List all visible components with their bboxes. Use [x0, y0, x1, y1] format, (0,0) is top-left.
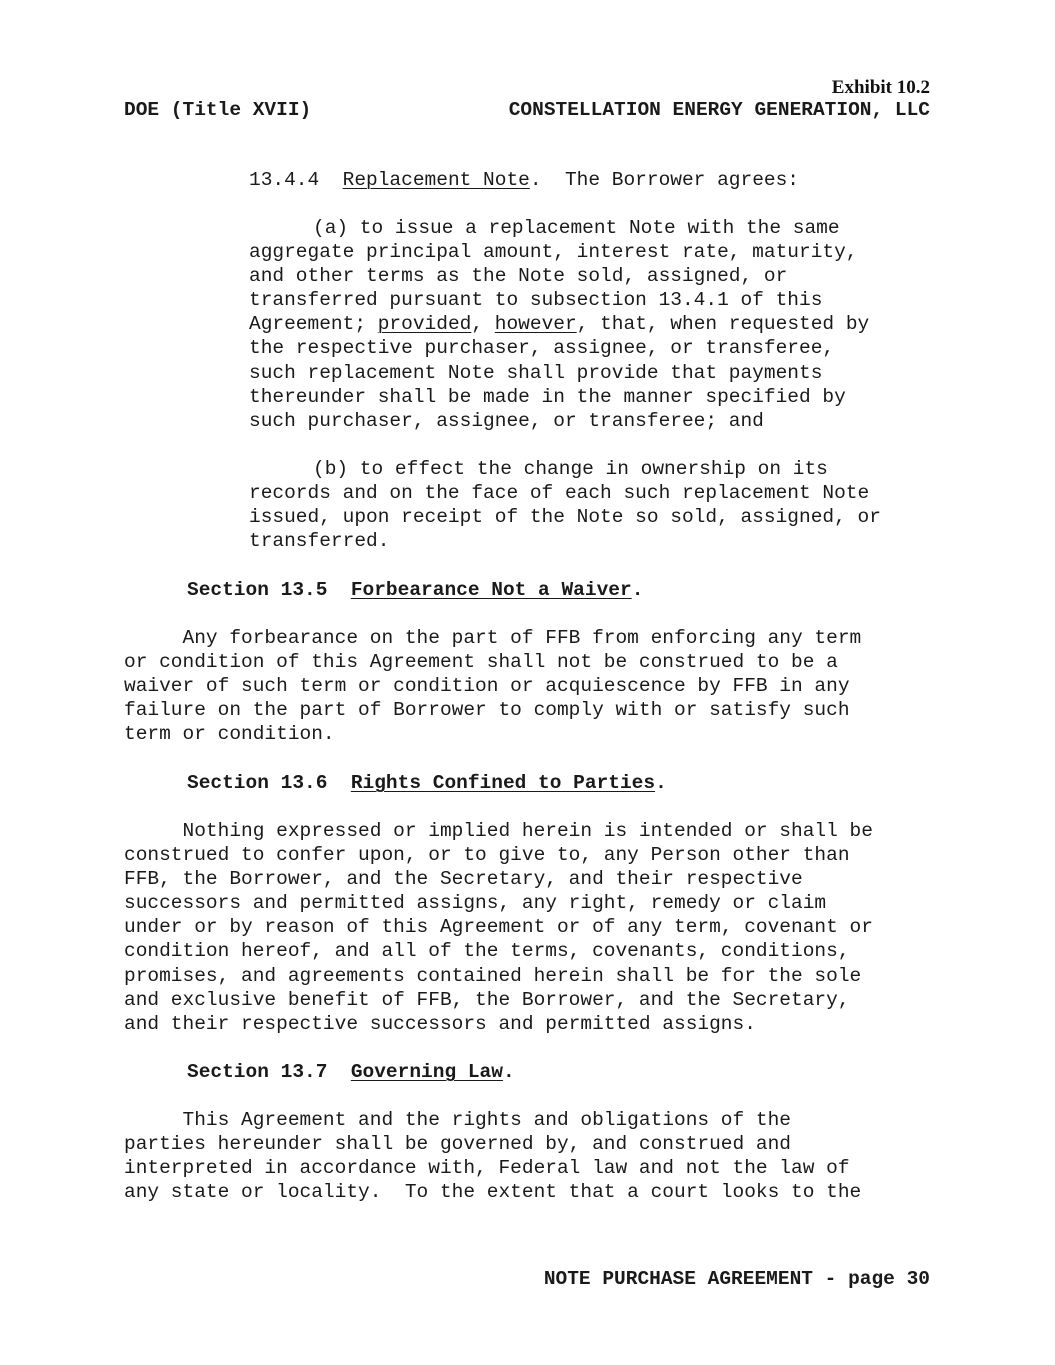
text-line: such replacement Note shall provide that payments	[249, 361, 823, 384]
text-line: records and on the face of each such replacement Note	[249, 482, 870, 505]
paragraph-a	[249, 216, 869, 433]
section-13-5-heading	[187, 578, 643, 602]
text-line: Agreement;	[249, 313, 378, 336]
text-line: transferred pursuant to subsection 13.4.1 of this	[249, 289, 823, 312]
section-number: Section 13.5	[187, 579, 351, 601]
text-line: condition hereof, and all of the terms, covenants, conditions,	[124, 940, 850, 963]
subsection-intro: . The Borrower agrees:	[529, 169, 800, 191]
header-left: DOE (Title XVII)	[124, 99, 312, 121]
section-13-7-heading	[187, 1060, 515, 1084]
text-fragment: , that, when requested by	[576, 313, 870, 336]
section-title: Rights Confined to Parties	[350, 772, 656, 794]
text-line: Any forbearance on the part of FFB from enforcing any term	[124, 627, 862, 649]
paragraph-b	[249, 457, 881, 553]
section-13-7-body	[124, 1108, 861, 1204]
text-line: any state or locality. To the extent that a court looks to the	[124, 1181, 862, 1204]
text-line: and their respective successors and permitted assigns.	[124, 1012, 756, 1035]
text-fragment: ,	[471, 313, 495, 336]
section-13-5-body	[124, 626, 861, 746]
section-number: Section 13.6	[187, 772, 351, 794]
text-line: such purchaser, assignee, or transferee; and	[249, 409, 764, 432]
section-13-6-heading	[187, 771, 667, 795]
page-footer: NOTE PURCHASE AGREEMENT - page 30	[543, 1268, 930, 1290]
text-line: or condition of this Agreement shall not be construed to be a	[124, 651, 838, 674]
text-line: failure on the part of Borrower to comply with or satisfy such	[124, 699, 850, 722]
text-line: successors and permitted assigns, any right, remedy or claim	[124, 892, 827, 915]
text-fragment: .	[655, 772, 667, 794]
subsection-title: Replacement Note	[342, 169, 530, 191]
text-line: promises, and agreements contained herein shall be for the sole	[124, 964, 862, 987]
text-line: transferred.	[249, 530, 390, 553]
text-line: aggregate principal amount, interest rate, maturity,	[249, 241, 858, 264]
text-line: issued, upon receipt of the Note so sold, assigned, or	[249, 506, 881, 529]
section-13-6-body	[124, 819, 873, 1036]
section-title: Governing Law	[350, 1061, 503, 1083]
text-line: FFB, the Borrower, and the Secretary, and their respective	[124, 868, 803, 891]
section-title: Forbearance Not a Waiver	[350, 579, 632, 601]
text-fragment: .	[502, 1061, 515, 1083]
text-line: under or by reason of this Agreement or of any term, covenant or	[124, 916, 873, 939]
text-line: and exclusive benefit of FFB, the Borrower, and the Secretary,	[124, 988, 850, 1011]
text-line: Nothing expressed or implied herein is intended or shall be	[124, 820, 873, 842]
text-line: (a) to issue a replacement Note with the same	[313, 217, 840, 239]
text-line: parties hereunder shall be governed by, and construed and	[124, 1133, 792, 1156]
text-line: waiver of such term or condition or acquiescence by FFB in any	[124, 675, 850, 698]
text-line: interpreted in accordance with, Federal law and not the law of	[124, 1157, 850, 1180]
text-line: construed to confer upon, or to give to, any Person other than	[124, 844, 850, 867]
subsection-13-4-4-heading	[249, 168, 799, 192]
text-line: thereunder shall be made in the manner specified by	[249, 385, 846, 408]
header-right: CONSTELLATION ENERGY GENERATION, LLC	[508, 99, 930, 121]
term-provided: provided	[377, 313, 472, 336]
subsection-number: 13.4.4	[249, 169, 320, 191]
text-line: and other terms as the Note sold, assigned, or	[249, 265, 788, 288]
section-number: Section 13.7	[187, 1061, 351, 1083]
term-however: however	[494, 313, 577, 336]
exhibit-label: Exhibit 10.2	[831, 77, 930, 98]
text-line: the respective purchaser, assignee, or transferee,	[249, 337, 835, 360]
text-line: (b) to effect the change in ownership on its	[313, 458, 828, 480]
text-fragment: .	[631, 579, 644, 601]
text-line: This Agreement and the rights and obligations of the	[124, 1109, 792, 1131]
text-line: term or condition.	[124, 723, 335, 746]
